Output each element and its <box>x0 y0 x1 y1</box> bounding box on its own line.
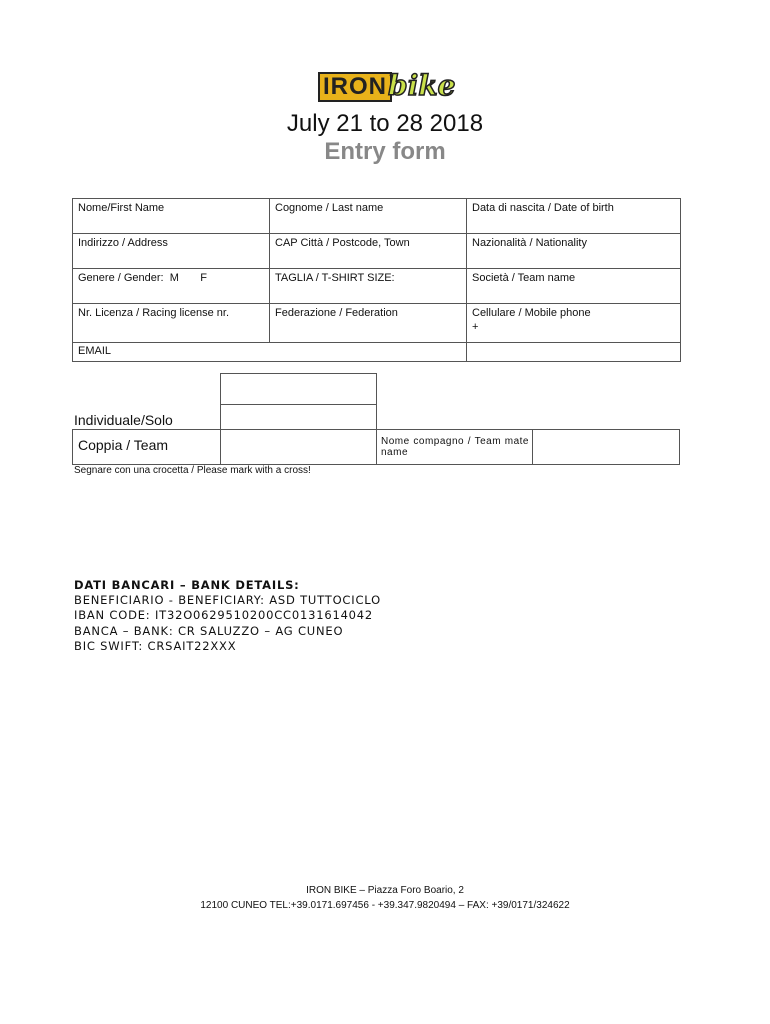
event-dates-title: July 21 to 28 2018 <box>286 110 484 137</box>
date-of-birth-field[interactable]: Data di nascita / Date of birth <box>467 199 681 234</box>
table-row <box>73 234 681 269</box>
mobile-phone-field[interactable] <box>467 304 681 343</box>
mobile-phone-label: Cellulare / Mobile phone <box>472 307 591 319</box>
nationality-field[interactable]: Nazionalità / Nationality <box>467 234 681 269</box>
entry-header-box <box>220 373 377 405</box>
email-field[interactable]: EMAIL <box>73 343 467 362</box>
registration-table <box>72 198 681 362</box>
bank-heading: DATI BANCARI – BANK DETAILS: <box>74 578 300 592</box>
ironbike-logo <box>318 70 454 106</box>
tshirt-size-field[interactable]: TAGLIA / T-SHIRT SIZE: <box>270 269 467 304</box>
iban-line: IBAN CODE: IT32O0629510200CC0131614042 <box>74 608 374 623</box>
bic-line: BIC SWIFT: CRSAIT22XXX <box>74 638 237 653</box>
postcode-town-field[interactable]: CAP Città / Postcode, Town <box>270 234 467 269</box>
phone-plus-sign: + <box>472 321 479 333</box>
team-name-field[interactable]: Società / Team name <box>467 269 681 304</box>
table-row <box>73 304 681 343</box>
table-row <box>73 199 681 234</box>
team-mate-label: Nome compagno / Team mate name <box>381 436 529 458</box>
solo-checkbox[interactable] <box>220 404 377 430</box>
beneficiary-line: BENEFICIARIO - BENEFICIARY: ASD TUTTOCICLO <box>74 593 381 608</box>
first-name-field[interactable]: Nome/First Name <box>73 199 270 234</box>
team-label: Coppia / Team <box>78 437 169 453</box>
mark-cross-note: Segnare con una crocetta / Please mark with a cross! <box>74 465 311 476</box>
bank-line: BANCA – BANK: CR SALUZZO – AG CUNEO <box>74 623 344 638</box>
solo-label: Individuale/Solo <box>74 412 173 428</box>
footer-contacts: 12100 CUNEO TEL:+39.0171.697456 - +39.347.9820494 – FAX: +39/0171/324622 <box>200 900 570 911</box>
logo-bike-text: bike <box>388 69 456 102</box>
team-mate-name-field[interactable] <box>532 429 680 465</box>
bank-details <box>74 578 381 654</box>
email-extra-cell[interactable] <box>467 343 681 362</box>
table-row <box>73 343 681 362</box>
federation-field[interactable]: Federazione / Federation <box>270 304 467 343</box>
logo-iron-text: IRON <box>318 72 392 102</box>
address-field[interactable]: Indirizzo / Address <box>73 234 270 269</box>
license-number-field[interactable]: Nr. Licenza / Racing license nr. <box>73 304 270 343</box>
team-checkbox[interactable] <box>220 429 377 465</box>
table-row <box>73 269 681 304</box>
last-name-field[interactable]: Cognome / Last name <box>270 199 467 234</box>
footer-address: IRON BIKE – Piazza Foro Boario, 2 <box>306 885 464 896</box>
gender-field[interactable]: Genere / Gender: M F <box>73 269 270 304</box>
entry-form-subtitle: Entry form <box>324 138 446 165</box>
